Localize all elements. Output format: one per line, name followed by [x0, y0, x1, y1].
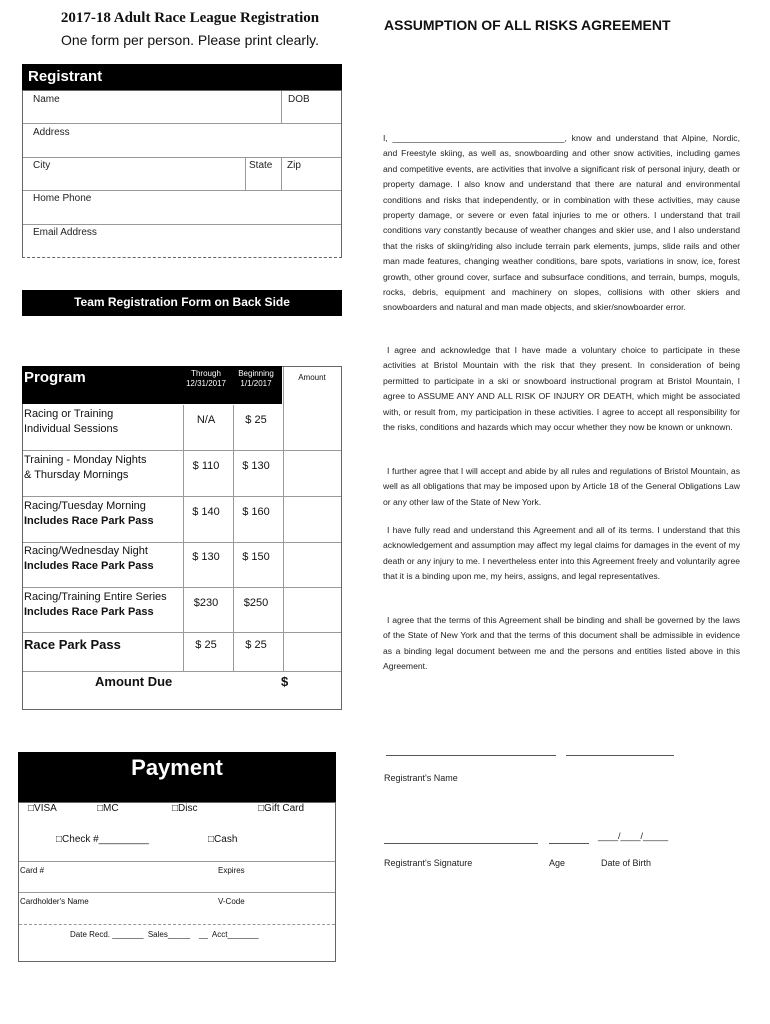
col-amount: Amount [298, 373, 326, 382]
registrant-name-label: Registrant's Name [384, 773, 458, 783]
age-label: Age [549, 858, 566, 868]
zip-field[interactable]: Zip [287, 160, 301, 171]
price-beginning: $ 25 [245, 414, 267, 426]
program-row-label: Racing/Wednesday Night Includes Race Park Pass [24, 545, 154, 572]
form-subtitle: One form per person. Please print clearly. [60, 32, 320, 48]
program-row-label: Racing/Training Entire Series Includes Race Park Pass [24, 591, 167, 618]
disc-checkbox[interactable]: □Disc [172, 803, 198, 814]
agreement-paragraph-2: I agree and acknowledge that I have made a voluntary choice to participate in these activities at Bristol Mountain with the risk that they present. In consideration of being permitted to participate in a ski or snowboard instructional program at Bristol Mountain, I agree to ASSUME ANY AND ALL RISK OF INJURY OR DEATH, which might be associated with, or result from, my participation in these activities. I agree to accept all responsibility for the risks, conditions and hazards which may occur whether they now be known or unknown. [383, 345, 740, 433]
registrant-header: Registrant [22, 64, 342, 90]
signature-label: Registrant's Signature [384, 858, 473, 868]
office-use-line: Date Recd. _______ Sales_____ __ Acct_______ [70, 930, 259, 939]
program-row-label: Training - Monday Nights & Thursday Mornings [24, 454, 147, 481]
age-line[interactable] [549, 843, 589, 844]
registrant-name-line[interactable] [386, 755, 556, 756]
name-field[interactable]: Name [33, 94, 60, 105]
state-field[interactable]: State [249, 160, 273, 171]
race-park-through: $ 25 [195, 639, 217, 651]
registrant-name-line-2[interactable] [566, 755, 674, 756]
registrant-section [22, 90, 342, 258]
cash-checkbox[interactable]: □Cash [208, 834, 238, 845]
expires-field[interactable]: Expires [218, 866, 245, 875]
vcode-field[interactable]: V-Code [218, 897, 245, 906]
price-through: $230 [193, 597, 219, 609]
price-beginning: $ 130 [242, 460, 270, 472]
col-through: Through 12/31/2017 [185, 369, 227, 388]
price-through: $ 130 [192, 551, 220, 563]
agreement-paragraph-1: I, ____________________________________, know and understand that Alpine, Nordic, and Freestyle skiing, as well as, snowboarding and other snow activities, including games and competitive events, are activities that involve a significant risk of personal injury, death or property damage. I also know and understand that there are natural and environmental conditions and risks that independently, or in combination with these activities, may cause property damage, or severe or even fatal injuries to me or others. I understand that trail conditions vary constantly because of weather changes and skier use, and I also understand that the risks of skiing/riding also include terrain park elements, jumps, slide rails and other man made features, changing weather conditions, bare spots, variations in snow, ice, forest growth, other ground cover, surface and subsurface conditions, and terrain, bumps, moguls, rocks, debris, equipment and machinery on slopes, collisions with other skiers and snowboarders and natural and man made objects, and skier/snowboarder error. [383, 133, 740, 313]
email-field[interactable]: Email Address [33, 227, 97, 238]
address-field[interactable]: Address [33, 127, 70, 138]
race-park-beginning: $ 25 [245, 639, 267, 651]
price-beginning: $ 150 [242, 551, 270, 563]
city-field[interactable]: City [33, 160, 51, 171]
payment-header: Payment [18, 752, 336, 802]
gift-card-checkbox[interactable]: □Gift Card [258, 803, 305, 814]
amount-due-value[interactable]: $ [281, 674, 289, 689]
price-through: $ 110 [192, 460, 220, 472]
agreement-paragraph-4: I have fully read and understand this Agreement and all of its terms. I understand that this acknowledgement and assumption may affect my legal claims for damages in the event of my death or any injury to me. I nevertheless enter into this Agreement freely and voluntarily agree that it is a binding upon me, my heirs, assigns, and legal representatives. [383, 525, 740, 582]
price-beginning: $250 [243, 597, 269, 609]
cardholder-name-field[interactable]: Cardholder's Name [20, 897, 89, 906]
program-row-label: Racing or Training Individual Sessions [24, 408, 119, 435]
dob-blank[interactable]: ____/____/_____ [598, 831, 669, 841]
card-number-field[interactable]: Card # [20, 866, 45, 875]
check-checkbox[interactable]: □Check #_________ [56, 834, 149, 845]
form-title: 2017-18 Adult Race League Registration [60, 10, 320, 26]
date-of-birth-label: Date of Birth [601, 858, 652, 868]
mc-checkbox[interactable]: □MC [97, 803, 119, 814]
agreement-title: ASSUMPTION OF ALL RISKS AGREEMENT [384, 17, 671, 33]
home-phone-field[interactable]: Home Phone [33, 193, 92, 204]
col-beginning: Beginning 1/1/2017 [238, 369, 274, 388]
price-through: N/A [196, 414, 216, 426]
team-registration-banner: Team Registration Form on Back Side [22, 290, 342, 316]
program-header: Program [24, 369, 86, 386]
race-park-pass-label: Race Park Pass [24, 637, 121, 652]
signature-line[interactable] [384, 843, 538, 844]
program-row-label: Racing/Tuesday Morning Includes Race Park Pass [24, 500, 154, 527]
visa-checkbox[interactable]: □VISA [28, 803, 57, 814]
price-through: $ 140 [192, 506, 220, 518]
price-beginning: $ 160 [242, 506, 270, 518]
dob-field[interactable]: DOB [288, 94, 310, 105]
amount-due-label: Amount Due [95, 674, 173, 689]
agreement-paragraph-5: I agree that the terms of this Agreement shall be binding and shall be governed by the laws of the State of New York and that the terms of this document shall be admissible in evidence as a binding legal document between me and the persons and entities listed above in this Agreement. [383, 615, 740, 672]
agreement-paragraph-3: I further agree that I will accept and abide by all rules and regulations of Bristol Mountain, as well as all obligations that may be imposed upon by Article 18 of the General Obligations Law or any other law of the State of New York. [383, 466, 740, 507]
